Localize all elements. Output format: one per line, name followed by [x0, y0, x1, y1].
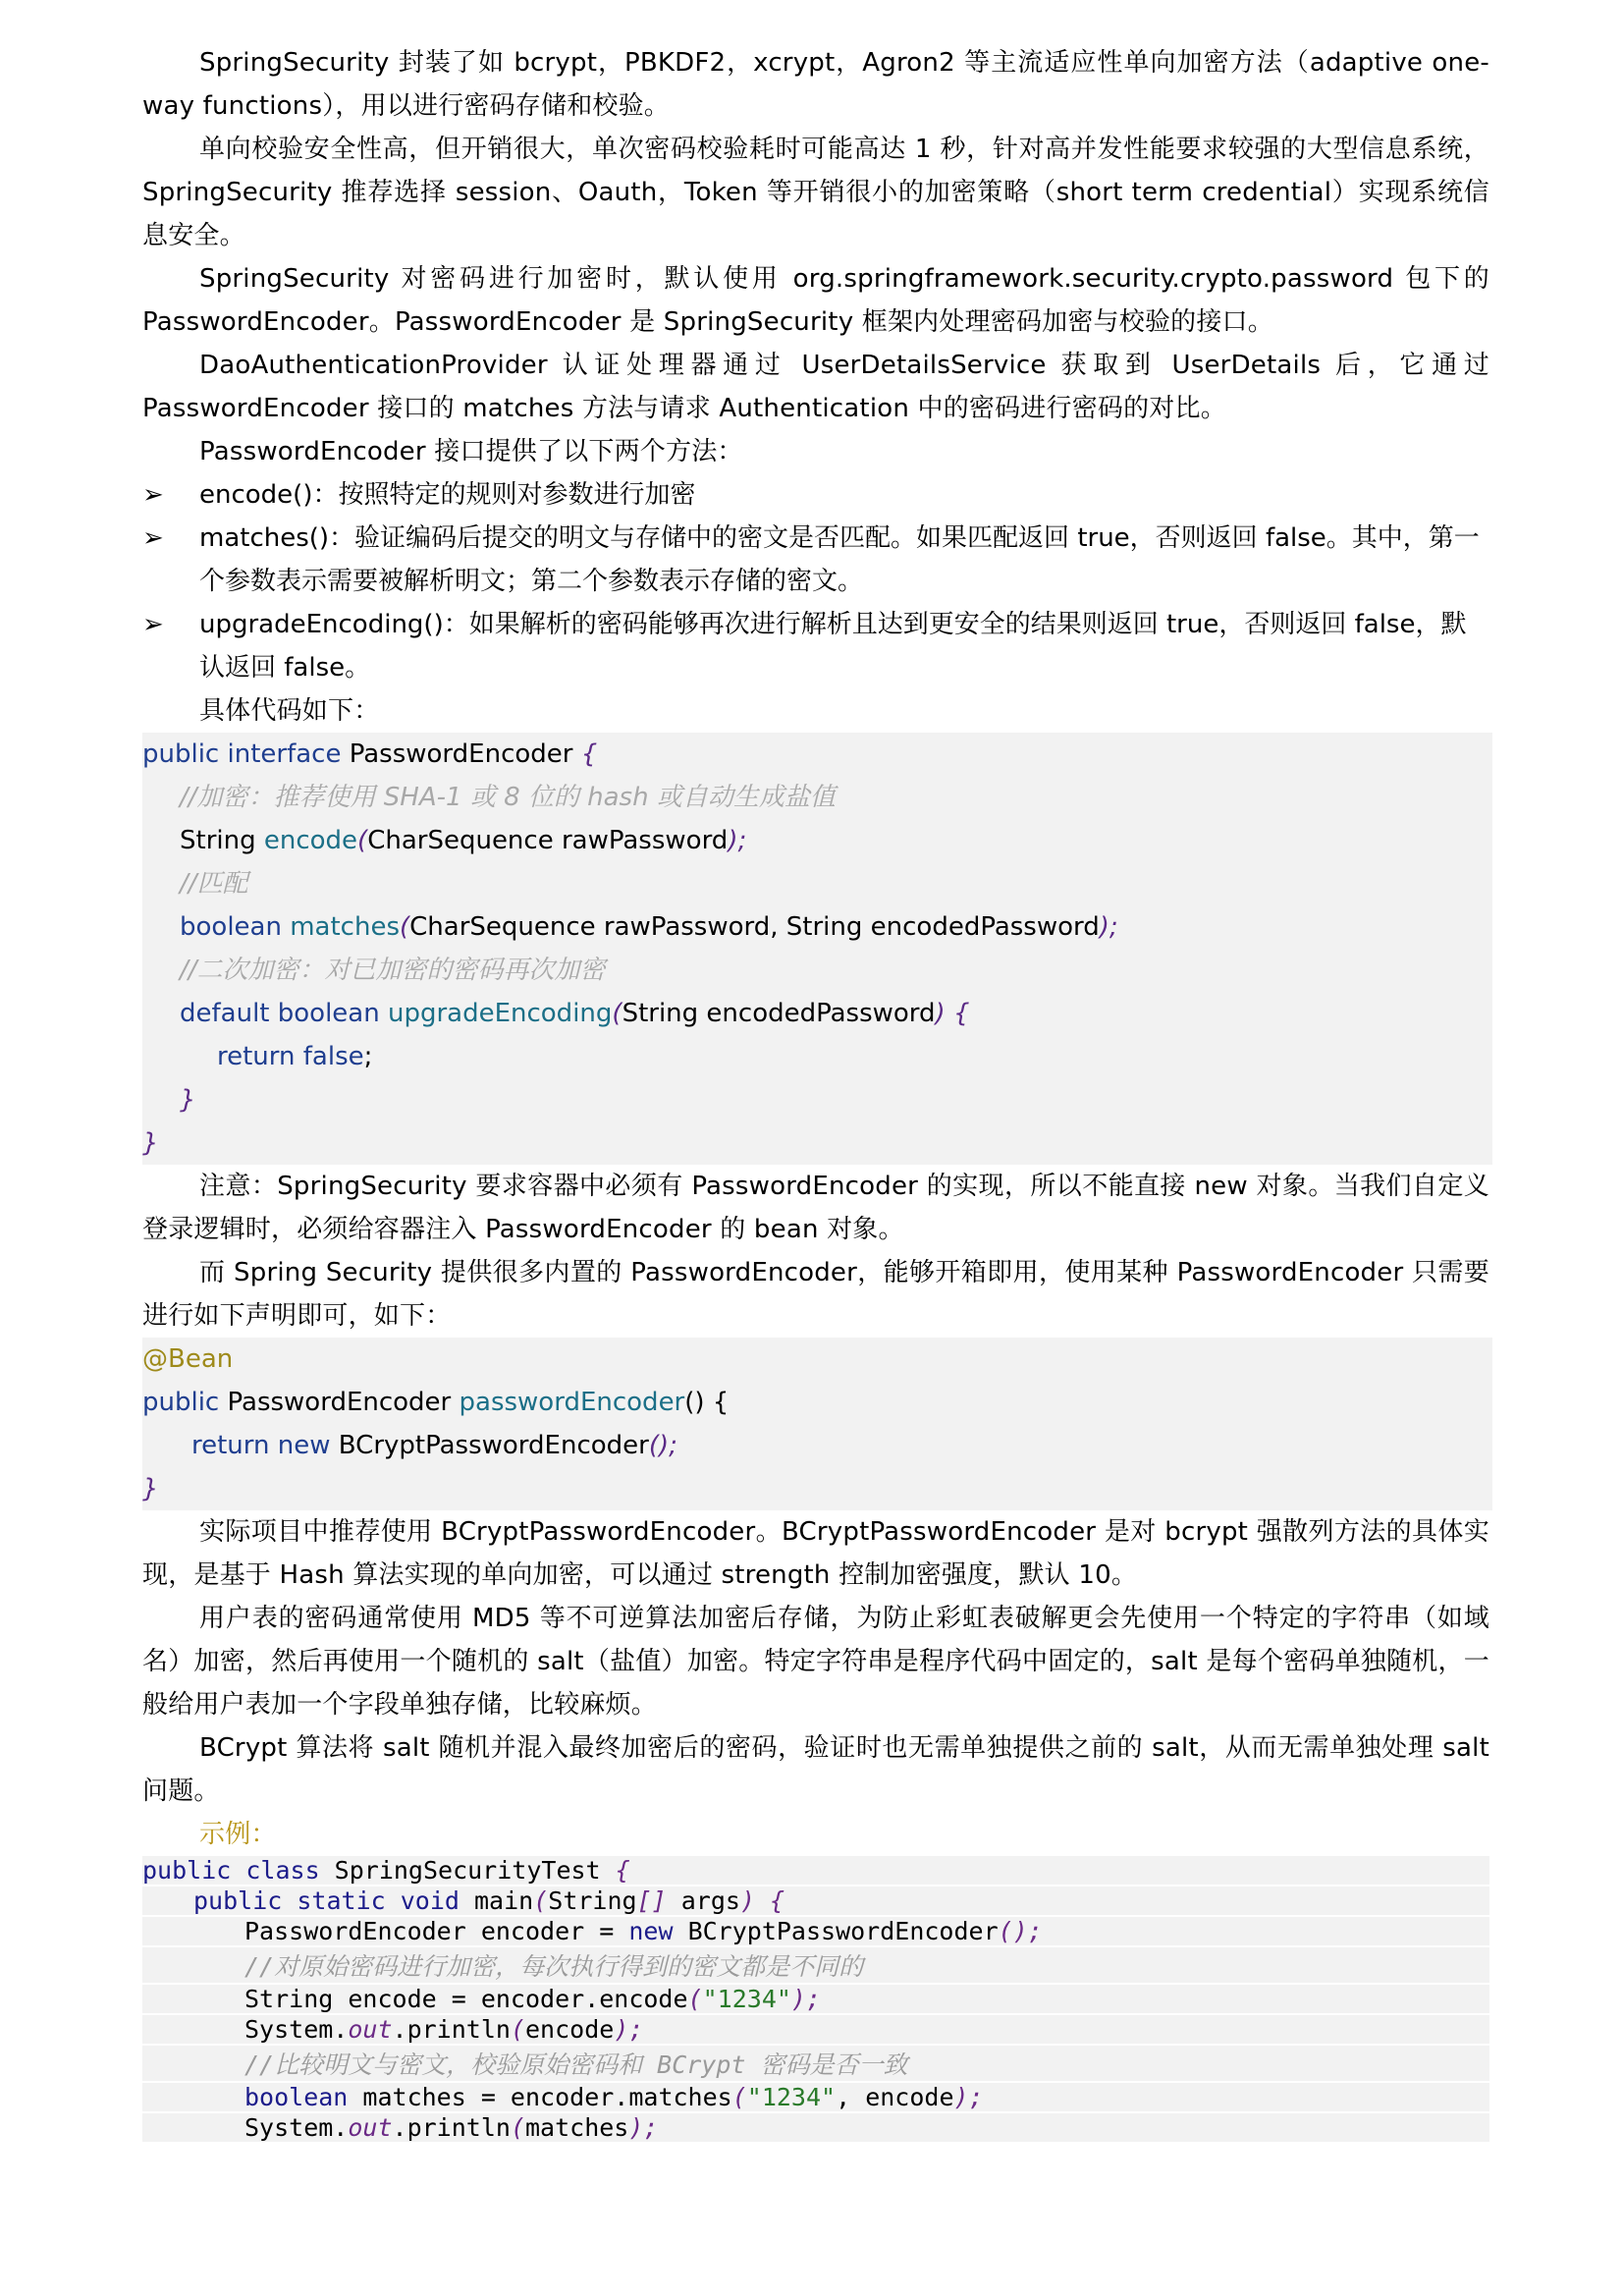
- code-line: public static void main(String[] args) {: [142, 1886, 1489, 1917]
- code-line: PasswordEncoder encoder = new BCryptPasswordEncoder();: [142, 1917, 1489, 1947]
- document-page: [142, 41, 1489, 2144]
- paragraph-bcrypt-salt: BCrypt 算法将 salt 随机并混入最终加密后的密码，验证时也无需单独提供之前的 salt，从而无需单独处理 salt 问题。: [142, 1733, 1489, 1806]
- paragraph-oneway-cost: 单向校验安全性高，但开销很大，单次密码校验耗时可能高达 1 秒，针对高并发性能要求较强的大型信息系统，SpringSecurity 推荐选择 session、Oauth，Token 等开销很小的加密策略（short term credential）实现系统信息安全。: [142, 135, 1489, 250]
- method-list: [142, 473, 1489, 689]
- code-comment: //二次加密：对已加密的密码再次加密: [180, 956, 606, 985]
- paragraph-md5-salt: 用户表的密码通常使用 MD5 等不可逆算法加密后存储，为防止彩虹表破解更会先使用一个特定的字符串（如域名）加密，然后再使用一个随机的 salt（盐值）加密。特定字符串是程序代码中固定的，salt 是每个密码单独随机，一般给用户表加一个字段单独存储，比较麻烦。: [142, 1604, 1489, 1720]
- arrow-bullet-icon: ➢: [142, 610, 164, 639]
- paragraph-methods-intro: PasswordEncoder 接口提供了以下两个方法：: [199, 437, 743, 466]
- paragraph-builtin-encoders: 而 Spring Security 提供很多内置的 PasswordEncoder，能够开箱即用，使用某种 PasswordEncoder 只需要进行如下声明即可，如下：: [142, 1258, 1489, 1331]
- code-comment: //加密：推荐使用 SHA-1 或 8 位的 hash 或自动生成盐值: [180, 783, 836, 812]
- paragraph-password-encoder: SpringSecurity 对密码进行加密时，默认使用 org.springframework.security.crypto.password 包下的 PasswordEncoder。PasswordEncoder 是 SpringSecurity 框架内处理密码加密与校验的接口。: [142, 264, 1489, 337]
- code-line: }: [142, 1474, 159, 1503]
- code-line: default boolean upgradeEncoding(String encodedPassword) {: [180, 999, 970, 1028]
- code-comment: //匹配: [180, 869, 248, 899]
- code-comment: //对原始密码进行加密，每次执行得到的密文都是不同的: [142, 1947, 1489, 1985]
- code-line: String encode(CharSequence rawPassword);: [180, 826, 747, 855]
- code-block-interface: [142, 733, 1492, 1165]
- arrow-bullet-icon: ➢: [142, 523, 164, 553]
- list-item: ➢ matches()：验证编码后提交的明文与存储中的密文是否匹配。如果匹配返回 true，否则返回 false。其中，第一个参数表示需要被解析明文；第二个参数表示存储的密文。: [142, 517, 1489, 603]
- code-block-bean: [142, 1338, 1492, 1510]
- code-line: System.out.println(encode);: [142, 2015, 1489, 2046]
- arrow-bullet-icon: ➢: [142, 480, 164, 510]
- paragraph-code-intro: 具体代码如下：: [199, 696, 380, 726]
- code-line: String encode = encoder.encode("1234");: [142, 1985, 1489, 2015]
- code-line: boolean matches = encoder.matches("1234", encode);: [142, 2083, 1489, 2113]
- code-line: public interface PasswordEncoder {: [142, 739, 598, 769]
- code-line: }: [180, 1085, 196, 1115]
- code-line: public PasswordEncoder passwordEncoder() {: [142, 1388, 730, 1417]
- code-line: System.out.println(matches);: [142, 2113, 1489, 2144]
- code-comment: //比较明文与密文，校验原始密码和 BCrypt 密码是否一致: [142, 2046, 1489, 2083]
- paragraph-note: 注意：SpringSecurity 要求容器中必须有 PasswordEncoder 的实现，所以不能直接 new 对象。当我们自定义登录逻辑时，必须给容器注入 PasswordEncoder 的 bean 对象。: [142, 1172, 1489, 1244]
- code-block-test: [142, 1856, 1489, 2144]
- paragraph-bcrypt-intro: SpringSecurity 封装了如 bcrypt，PBKDF2，xcrypt，Agron2 等主流适应性单向加密方法（adaptive one-way functions），用以进行密码存储和校验。: [142, 48, 1489, 121]
- list-item: ➢ encode()：按照特定的规则对参数进行加密: [142, 473, 1489, 517]
- code-line: public class SpringSecurityTest {: [142, 1856, 1489, 1886]
- code-annotation: @Bean: [142, 1344, 234, 1374]
- paragraph-bcrypt-recommend: 实际项目中推荐使用 BCryptPasswordEncoder。BCryptPasswordEncoder 是对 bcrypt 强散列方法的具体实现，是基于 Hash 算法实现的单向加密，可以通过 strength 控制加密强度，默认 10。: [142, 1517, 1489, 1590]
- example-label: 示例：: [199, 1820, 277, 1849]
- code-line: }: [142, 1128, 159, 1158]
- code-line: return false;: [217, 1042, 373, 1071]
- code-line: return new BCryptPasswordEncoder();: [191, 1431, 677, 1460]
- paragraph-dao-provider: DaoAuthenticationProvider 认证处理器通过 UserDetailsService 获取到 UserDetails 后，它通过 PasswordEncoder 接口的 matches 方法与请求 Authentication 中的密码进行密码的对比。: [142, 351, 1489, 423]
- list-item: ➢ upgradeEncoding()：如果解析的密码能够再次进行解析且达到更安全的结果则返回 true，否则返回 false，默认返回 false。: [142, 603, 1489, 689]
- code-line: boolean matches(CharSequence rawPassword, String encodedPassword);: [180, 912, 1118, 942]
